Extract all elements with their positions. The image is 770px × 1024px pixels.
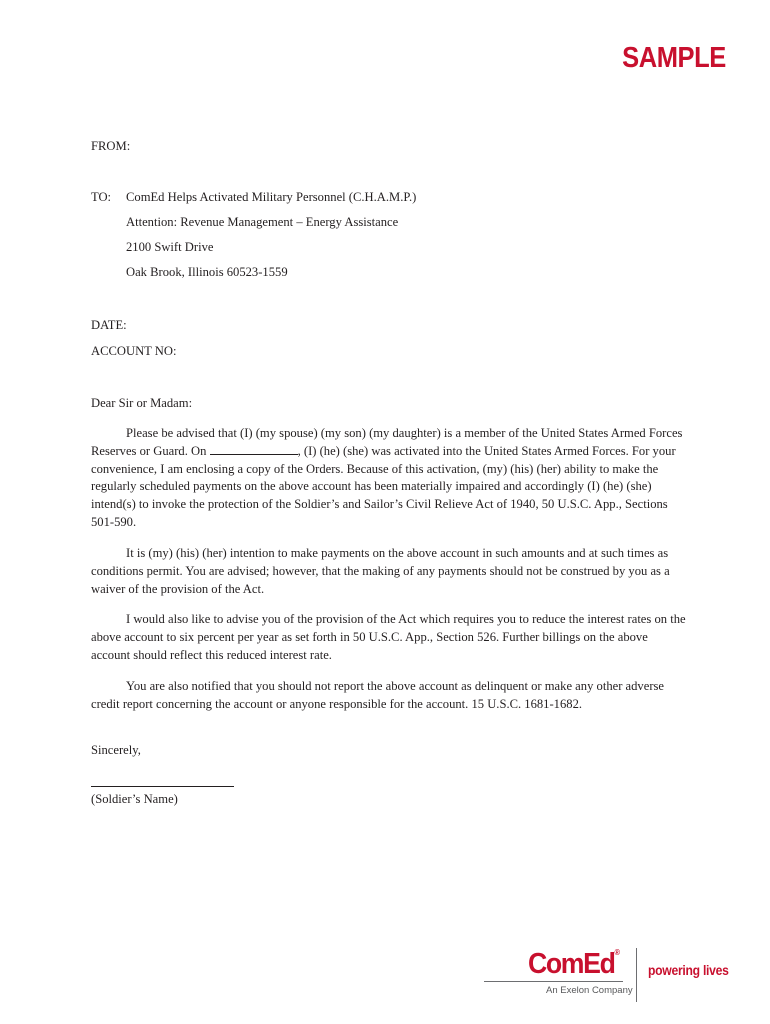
- paragraph-3: I would also like to advise you of the provision of the Act which requires you to reduce the interest rates on the above account to six percent per year as set forth in 50 U.S.C. App., Section 526. Further billings on the above account should reflect this reduced interest rate.: [91, 612, 686, 662]
- to-label: TO:: [91, 190, 112, 204]
- account-label: ACCOUNT NO:: [91, 344, 177, 358]
- logo-underline: [484, 981, 623, 982]
- paragraph-1: [91, 425, 686, 532]
- paragraph-1-part-b: , (I) (he) (she) was activated into the United States Armed Forces. For your convenience, I am enclosing a copy of the Orders. Because of this activation, (my) (his) (her) ability to make the regularly scheduled payments on the above account has been materially impaired and accordingly (I) (he) (she) intend(s) to invoke the protection of the Soldier’s and Sailor’s Civil Relieve Act of 1940, 50 U.S.C. App., Sections 501-590.: [91, 443, 676, 529]
- tagline: powering lives: [648, 963, 729, 978]
- date-label: DATE:: [91, 318, 127, 332]
- paragraph-4: You are also notified that you should not report the above account as delinquent or make any other adverse credit report concerning the account or anyone responsible for the account. 15 U.S.C. 1681-1682.: [91, 679, 665, 711]
- paragraph-2: It is (my) (his) (her) intention to make payments on the above account in such amounts and at such times as conditions permit. You are advised; however, that the making of any payments should not be construed by you as a waiver of the provision of the Act.: [91, 546, 670, 596]
- to-city: Oak Brook, Illinois 60523-1559: [126, 265, 288, 279]
- from-label: FROM:: [91, 139, 131, 153]
- footer-divider: [636, 948, 637, 1002]
- closing: Sincerely,: [91, 743, 141, 757]
- sample-watermark: SAMPLE: [622, 42, 726, 74]
- comed-logo-text: ComEd: [528, 948, 615, 980]
- to-organization: ComEd Helps Activated Military Personnel (C.H.A.M.P.): [126, 190, 417, 204]
- to-attention: Attention: Revenue Management – Energy Assistance: [126, 215, 399, 229]
- comed-logo: [528, 948, 620, 981]
- footer-branding: [484, 948, 734, 1004]
- paragraph-1-part-a: Please be advised that (I) (my spouse) (my son) (my daughter) is a member of the United States Armed Forces Reserves or Guard. On: [91, 426, 683, 458]
- subsidiary-text: An Exelon Company: [546, 985, 633, 996]
- registered-mark: ®: [614, 948, 620, 957]
- date-blank: [210, 443, 298, 455]
- signature-line: [91, 786, 234, 787]
- signature-caption: (Soldier’s Name): [91, 792, 178, 806]
- to-street: 2100 Swift Drive: [126, 240, 214, 254]
- salutation: Dear Sir or Madam:: [91, 396, 193, 410]
